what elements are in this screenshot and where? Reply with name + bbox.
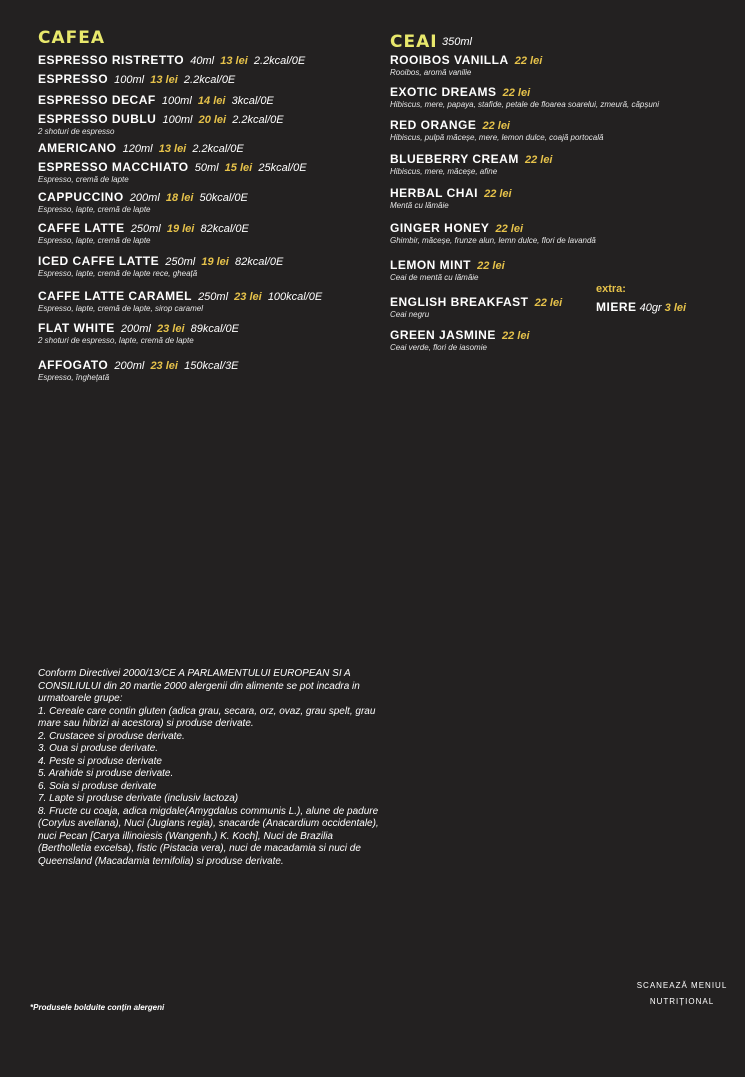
item-description: Hibiscus, pulpă măceșe, mere, lemon dulce, coajă portocală — [390, 133, 604, 142]
item-name: GINGER HONEY — [390, 221, 490, 235]
item-price: 22 lei — [502, 87, 531, 99]
item-nutrition: 3kcal/0E — [231, 95, 274, 107]
menu-item — [38, 190, 248, 215]
item-price: 14 lei — [197, 95, 226, 107]
item-description: Espresso, îngheţată — [38, 373, 110, 382]
item-description: Ceai de mentă cu lămâie — [390, 273, 479, 282]
item-name: FLAT WHITE — [38, 321, 115, 335]
item-name: ESPRESSO DUBLU — [38, 112, 157, 126]
extra-volume: 40gr — [639, 302, 662, 314]
item-name: ENGLISH BREAKFAST — [390, 295, 529, 309]
qr-caption: SCANEAZĂ MENIUL NUTRIȚIONAL — [636, 981, 728, 1006]
allergen-intro: Conform Directivei 2000/13/CE A PARLAMENTULUI EUROPEAN SI A CONSILIULUI din 20 martie 2000 alergenii din alimente se pot incadra in urmatoarele grupe: — [38, 668, 360, 704]
item-nutrition: 50kcal/0E — [199, 192, 248, 204]
item-price: 22 lei — [495, 223, 524, 235]
item-price: 18 lei — [165, 192, 194, 204]
menu-item — [390, 152, 553, 177]
menu-item — [390, 295, 562, 320]
menu-item — [390, 186, 512, 211]
item-price: 13 lei — [158, 143, 187, 155]
menu-item — [390, 221, 596, 246]
item-nutrition: 2.2kcal/0E — [253, 55, 306, 67]
item-volume: 50ml — [194, 162, 219, 174]
item-description: Espresso, lapte, cremă de lapte, sirop caramel — [38, 304, 203, 313]
item-price: 22 lei — [524, 154, 553, 166]
allergen-footnote: *Produsele bolduite conțin alergeni — [30, 1003, 165, 1012]
item-price: 19 lei — [166, 223, 195, 235]
item-price: 23 lei — [234, 291, 262, 303]
allergen-item: 6. Soia si produse derivate — [38, 780, 157, 792]
item-description: Espresso, lapte, cremă de lapte rece, gheață — [38, 269, 198, 278]
extra-name: MIERE — [596, 300, 637, 314]
item-volume: 40ml — [190, 55, 215, 67]
extra-title: extra: — [596, 283, 626, 295]
coffee-section-title: CAFEA — [38, 28, 106, 48]
item-description: Espresso, lapte, cremă de lapte — [38, 236, 151, 245]
allergen-list — [38, 668, 383, 868]
item-description: Espresso, lapte, cremă de lapte — [38, 205, 151, 214]
menu-item — [38, 72, 235, 87]
item-price: 13 lei — [220, 55, 248, 67]
menu-item — [38, 321, 239, 346]
menu-item — [390, 258, 505, 283]
menu-item — [38, 112, 284, 137]
item-nutrition: 2.2kcal/0E — [192, 143, 244, 155]
item-volume: 100ml — [114, 74, 145, 86]
item-volume: 100ml — [162, 114, 193, 126]
allergen-item: 3. Oua si produse derivate. — [38, 743, 159, 754]
item-name: CAFFE LATTE — [38, 221, 125, 235]
allergen-item: 2. Crustacee si produse derivate. — [38, 730, 185, 742]
item-nutrition: 89kcal/0E — [190, 323, 239, 335]
item-description: 2 shoturi de espresso, lapte, cremă de lapte — [38, 336, 194, 345]
allergen-item: 1. Cereale care contin gluten (adica grau, secara, orz, ovaz, grau spelt, grau mare sau hibrizi ai acestora) si produse derivate. — [38, 705, 376, 729]
menu-item — [38, 254, 283, 279]
item-nutrition: 25kcal/0E — [258, 162, 307, 174]
item-volume: 200ml — [114, 360, 145, 372]
item-price: 20 lei — [198, 114, 227, 126]
item-price: 23 lei — [150, 360, 178, 372]
item-description: 2 shoturi de espresso — [38, 127, 115, 136]
item-description: Ceai verde, flori de iasomie — [390, 343, 487, 352]
item-price: 22 lei — [484, 188, 512, 200]
item-name: EXOTIC DREAMS — [390, 85, 497, 99]
item-name: ROOIBOS VANILLA — [390, 53, 509, 67]
item-name: CAPPUCCINO — [38, 190, 124, 204]
item-volume: 250ml — [198, 291, 229, 303]
item-volume: 200ml — [129, 192, 160, 204]
item-nutrition: 2.2kcal/0E — [232, 114, 284, 126]
item-description: Mentă cu lămâie — [390, 201, 449, 210]
item-nutrition: 100kcal/0E — [267, 291, 323, 303]
item-description: Rooibos, aromă vanilie — [390, 68, 472, 77]
menu-item — [390, 118, 603, 143]
item-volume: 250ml — [130, 223, 161, 235]
item-price: 19 lei — [201, 256, 229, 268]
item-name: BLUEBERRY CREAM — [390, 152, 519, 166]
menu-item — [38, 141, 244, 156]
tea-volume: 350ml — [442, 36, 472, 48]
item-name: AFFOGATO — [38, 358, 109, 372]
item-name: AMERICANO — [38, 141, 117, 155]
item-volume: 200ml — [120, 323, 151, 335]
item-name: HERBAL CHAI — [390, 186, 478, 200]
menu-item — [38, 221, 249, 246]
extra-price: 3 lei — [664, 302, 687, 314]
item-volume: 100ml — [161, 95, 192, 107]
item-nutrition: 82kcal/0E — [234, 256, 284, 268]
extra-item — [596, 300, 686, 314]
item-price: 13 lei — [150, 74, 178, 86]
item-name: ESPRESSO DECAF — [38, 93, 156, 107]
tea-section-title: CEAI — [390, 32, 438, 52]
item-price: 22 lei — [514, 55, 543, 67]
item-name: ESPRESSO RISTRETTO — [38, 53, 185, 67]
menu-item — [390, 85, 659, 110]
item-description: Hibiscus, mere, papaya, stafide, petale de floarea soarelui, zmeură, căpșuni — [390, 100, 660, 109]
item-description: Ghimbir, măceșe, frunze alun, lemn dulce, flori de lavandă — [390, 236, 596, 245]
item-price: 22 lei — [482, 120, 510, 132]
item-price: 22 lei — [534, 297, 563, 309]
menu-item — [390, 53, 542, 78]
allergen-item: 8. Fructe cu coaja, adica migdale(Amygdalus communis L.), alune de padure (Corylus avellana), Nuci (Juglans regia), snacarde (Anacardium occidentale), nuci Pecan [Carya illinoiesis (Wangenh.) K. Koch], Nuci de Brazilia (Bertholletia excelsa), fistic (Pistacia vera), nuci de macadamia si nuci de Queensland (Macadamia ternifolia) si produse derivate. — [38, 805, 379, 867]
item-volume: 250ml — [165, 256, 196, 268]
item-name: ICED CAFFE LATTE — [38, 254, 160, 268]
allergen-items — [38, 706, 383, 869]
item-nutrition: 2.2kcal/0E — [183, 74, 236, 86]
item-name: LEMON MINT — [390, 258, 471, 272]
allergen-item: 7. Lapte si produse derivate (inclusiv lactoza) — [38, 793, 239, 804]
item-description: Ceai negru — [390, 310, 430, 319]
item-name: GREEN JASMINE — [390, 328, 496, 342]
item-volume: 120ml — [122, 143, 153, 155]
menu-item — [38, 289, 322, 314]
item-name: RED ORANGE — [390, 118, 477, 132]
menu-item — [390, 328, 530, 353]
item-name: CAFFE LATTE CARAMEL — [38, 289, 192, 303]
item-price: 15 lei — [224, 162, 253, 174]
menu-item — [38, 53, 305, 68]
item-price: 22 lei — [501, 330, 530, 342]
item-price: 23 lei — [156, 323, 185, 335]
item-name: ESPRESSO — [38, 72, 109, 86]
allergen-item: 5. Arahide si produse derivate. — [38, 768, 174, 779]
item-description: Hibiscus, mere, măceșe, afine — [390, 167, 498, 176]
allergen-item: 4. Peste si produse derivate — [38, 755, 162, 767]
item-name: ESPRESSO MACCHIATO — [38, 160, 189, 174]
menu-item — [38, 93, 274, 108]
item-price: 22 lei — [477, 260, 505, 272]
menu-item — [38, 160, 307, 185]
item-nutrition: 82kcal/0E — [200, 223, 249, 235]
item-description: Espresso, cremă de lapte — [38, 175, 129, 184]
item-nutrition: 150kcal/3E — [184, 360, 239, 372]
menu-item — [38, 358, 239, 383]
